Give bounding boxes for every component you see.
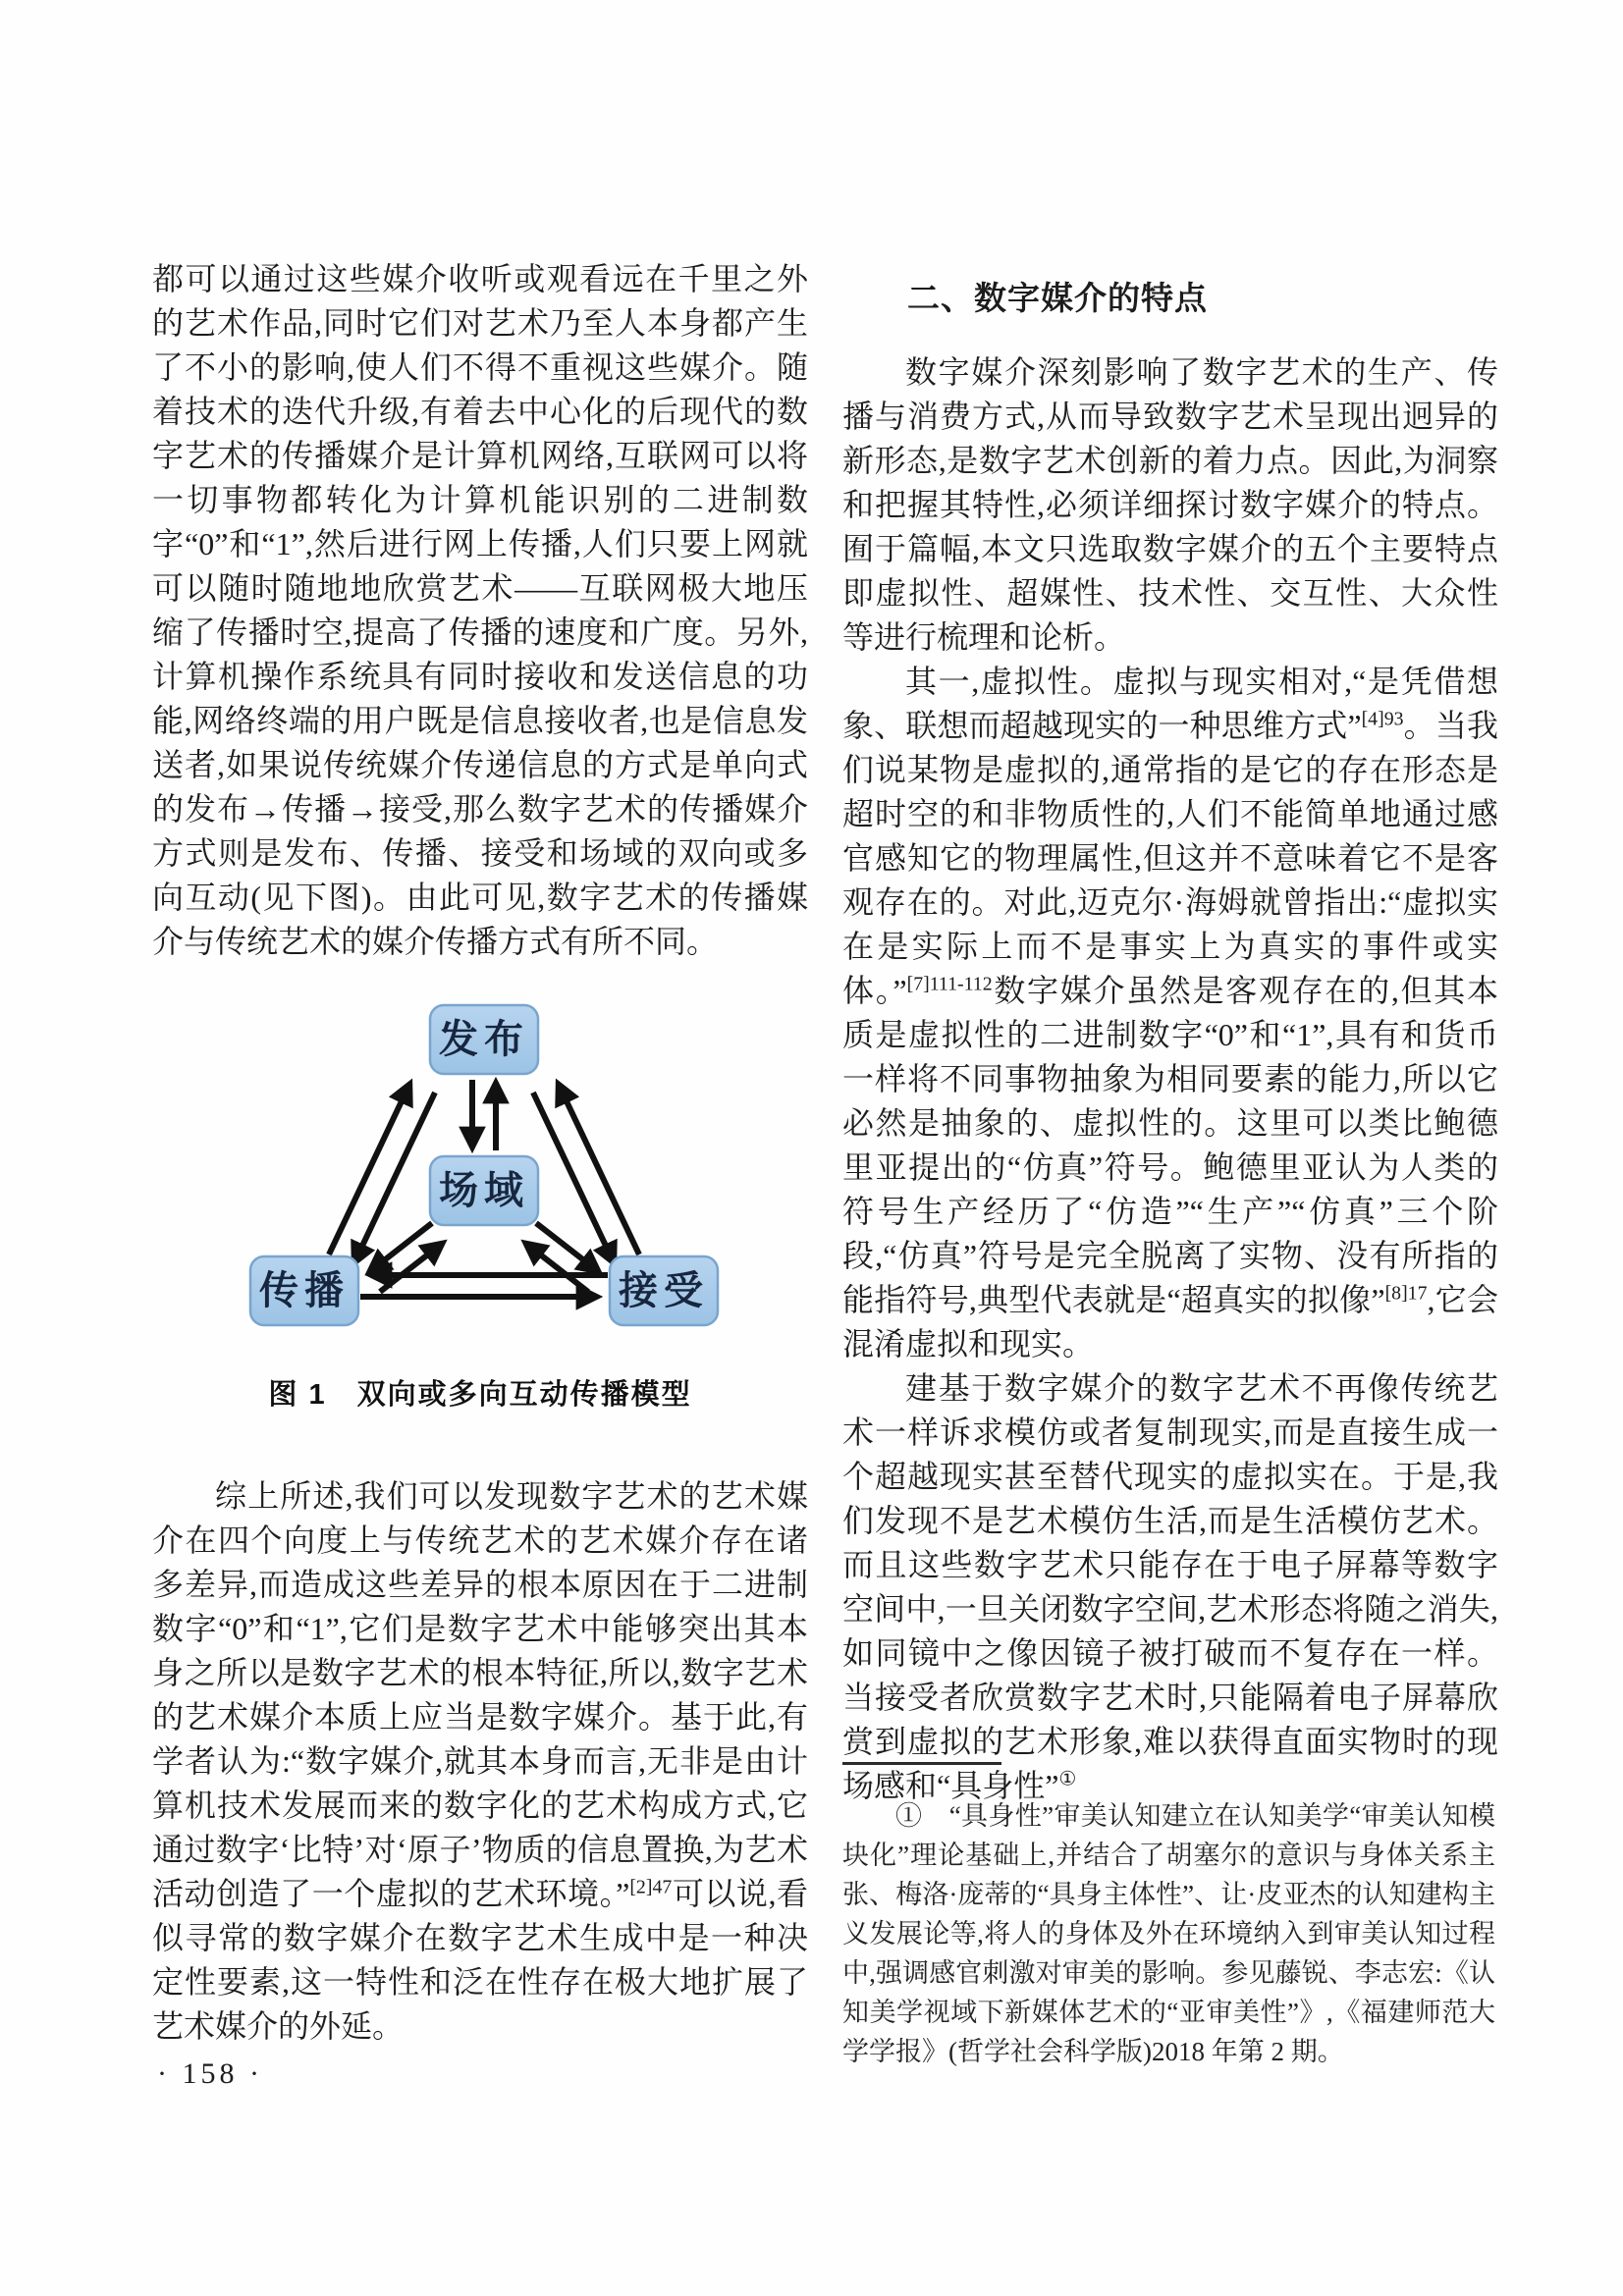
arrow-field-to-spread: [370, 1223, 432, 1271]
arrow-receive-to-field: [526, 1244, 588, 1292]
right-paragraph-2: 其一,虚拟性。虚拟与现实相对,“是凭借想象、联想而超越现实的一种思维方式”$^{[4]93}$。当我们说某物是虚拟的,通常指的是它的存在形态是超时空的和非物质性的,人们不能简单地通过感官感知它的物理属性,但这并不意味着它不是客观存在的。对此,迈克尔·海姆就曾指出:“虚拟实在是实际上而不是事实上为真实的事件或实体。”$^{[7]111-112}$数字媒介虽然是客观存在的,但其本质是虚拟性的二进制数字“0”和“1”,具有和货币一样将不同事物抽象为相同要素的能力,所以它必然是抽象的、虚拟性的。这里可以类比鲍德里亚提出的“仿真”符号。鲍德里亚认为人类的符号生产经历了“仿造”“生产”“仿真”三个阶段,“仿真”符号是完全脱离了实物、没有所指的能指符号,典型代表就是“超真实的拟像”$^{[8]17}$,它会混淆虚拟和现实。: [842, 664, 1498, 1362]
left-paragraph-summary: 综上所述,我们可以发现数字艺术的艺术媒介在四个向度上与传统艺术的艺术媒介存在诸多差异,而造成这些差异的根本原因在于二进制数字“0”和“1”,它们是数字艺术中能够突出其本身之所以是数字艺术的根本特征,所以,数字艺术的艺术媒介本质上应当是数字媒介。基于此,有学者认为:“数字媒介,就其本身而言,无非是由计算机技术发展而来的数字化的艺术构成方式,它通过数字‘比特’对‘原子’物质的信息置换,为艺术活动创造了一个虚拟的艺术环境。”$^{[2]47}$可以说,看似寻常的数字媒介在数字艺术生成中是一种决定性要素,这一特性和泛在性存在极大地扩展了艺术媒介的外延。: [152, 1478, 808, 2044]
section-heading: 二、数字媒介的特点: [907, 280, 1208, 316]
left-column: [152, 257, 808, 964]
left-column-lower: [152, 1474, 808, 2049]
footnote-text: ① “具身性”审美认知建立在认知美学“审美认知模块化”理论基础上,并结合了胡塞尔的意识与身体关系主张、梅洛·庞蒂的“具身主体性”、让·皮亚杰的认知建构主义发展论等,将人的身体及外在环境纳入到审美认知过程中,强调感官刺激对审美的影响。参见藤锐、李志宏:《认知美学视域下新媒体艺术的“亚审美性”》,《福建师范大学学报》(哲学社会科学版)2018 年第 2 期。: [842, 1801, 1495, 2066]
figure-1-caption: 图 1 双向或多向互动传播模型: [268, 1379, 692, 1411]
right-paragraph-1: 数字媒介深刻影响了数字艺术的生产、传播与消费方式,从而导致数字艺术呈现出迥异的新形态,是数字艺术创新的着力点。因此,为洞察和把握其特性,必须详细探讨数字媒介的特点。囿于篇幅,本文只选取数字媒介的五个主要特点即虚拟性、超媒性、技术性、交互性、大众性等进行梳理和论析。: [842, 354, 1498, 655]
node-receive-label: 接受: [619, 1268, 709, 1312]
footnote-divider: [842, 1762, 1001, 1765]
right-paragraph-3: 建基于数字媒介的数字艺术不再像传统艺术一样诉求模仿或者复制现实,而是直接生成一个超越现实甚至替代现实的虚拟实在。于是,我们发现不是艺术模仿生活,而是生活模仿艺术。而且这些数字艺术只能存在于电子屏幕等数字空间中,一旦关闭数字空间,艺术形态将随之消失,如同镜中之像因镜子被打破而不复存在一样。当接受者欣赏数字艺术时,只能隔着电子屏幕欣赏到虚拟的艺术形象,难以获得直面实物时的现场感和“具身性”①: [842, 1370, 1498, 1803]
arrow-spread-to-field: [380, 1244, 442, 1292]
left-paragraph-continuation: 都可以通过这些媒介收听或观看远在千里之外的艺术作品,同时它们对艺术乃至人本身都产生了不小的影响,使人们不得不重视这些媒介。随着技术的迭代升级,有着去中心化的后现代的数字艺术的传播媒介是计算机网络,互联网可以将一切事物都转化为计算机能识别的二进制数字“0”和“1”,然后进行网上传播,人们只要上网就可以随时随地地欣赏艺术——互联网极大地压缩了传播时空,提高了传播的速度和广度。另外,计算机操作系统具有同时接收和发送信息的功能,网络终端的用户既是信息接收者,也是信息发送者,如果说传统媒介传递信息的方式是单向式的发布→传播→接受,那么数字艺术的传播媒介方式则是发布、传播、接受和场域的双向或多向互动(见下图)。由此可见,数字艺术的传播媒介与传统艺术的媒介传播方式有所不同。: [152, 261, 808, 959]
node-spread-label: 传播: [259, 1268, 350, 1312]
node-publish-label: 发布: [439, 1017, 529, 1061]
interaction-model-svg: [182, 989, 771, 1362]
right-column: [842, 273, 1498, 1808]
figure-1-diagram: [182, 989, 771, 1362]
page-number: · 158 ·: [157, 2057, 263, 2090]
arrow-field-to-receive: [536, 1223, 598, 1271]
node-field-label: 场域: [439, 1168, 529, 1212]
